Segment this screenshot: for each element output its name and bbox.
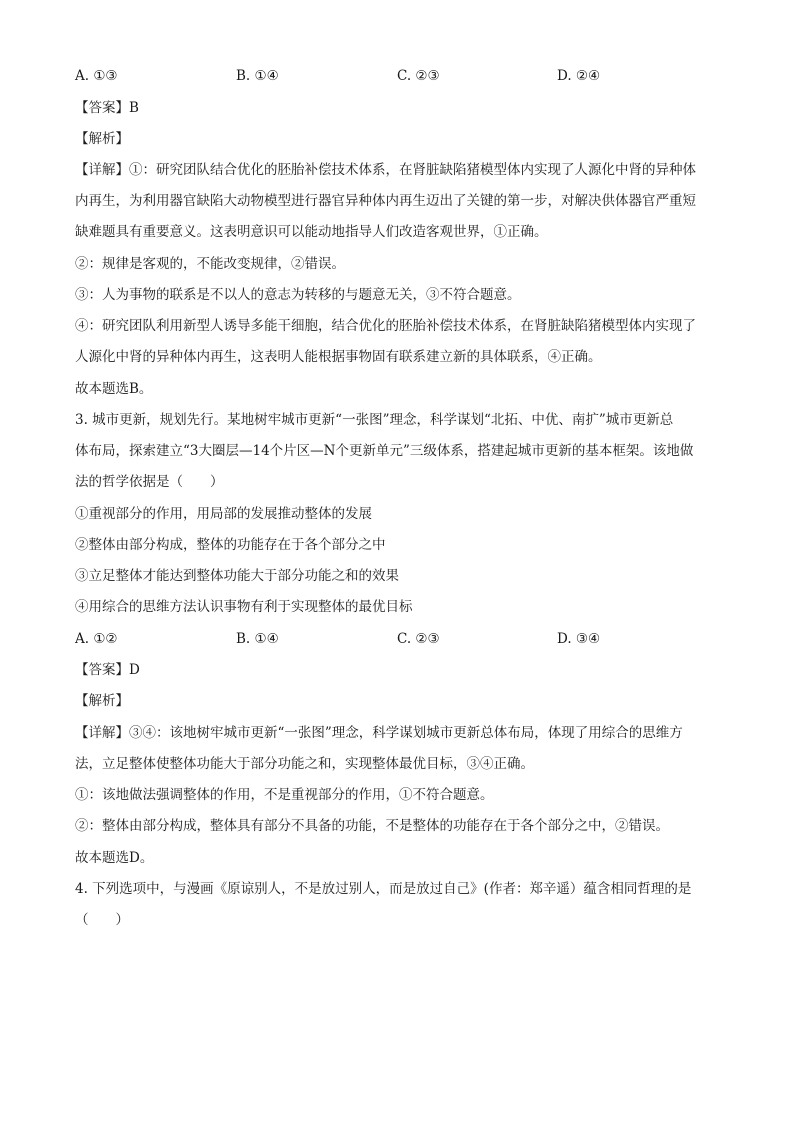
q3-statement: ④用综合的思维方法认识事物有利于实现整体的最优目标	[75, 599, 413, 615]
q3-detail-line: ②：整体由部分构成，整体具有部分不具备的功能，不是整体的功能存在于各个部分之中，②错误。	[75, 818, 669, 834]
q3-stem-line: 体布局，探索建立“3大圈层—14个片区—N个更新单元”三级体系，搭建起城市更新的基本框架。该地做	[75, 443, 694, 459]
q3-statement: ③立足整体才能达到整体功能大于部分功能之和的效果	[75, 568, 399, 584]
q2-detail-line: 【详解】①：研究团队结合优化的胚胎补偿技术体系，在肾脏缺陷猪模型体内实现了人源化中肾的异种体	[75, 162, 696, 178]
q3-detail-line: 法，立足整体使整体功能大于部分功能之和，实现整体最优目标，③④正确。	[75, 756, 534, 772]
q3-detail-line: 故本题选D。	[75, 850, 154, 866]
q3-statement: ①重视部分的作用，用局部的发展推动整体的发展	[75, 506, 372, 522]
q2-option-a: A. ①③	[75, 68, 118, 84]
q3-statement: ②整体由部分构成，整体的功能存在于各个部分之中	[75, 537, 386, 553]
q2-detail-line: 缺难题具有重要意义。这表明意识可以能动地指导人们改造客观世界，①正确。	[75, 224, 548, 240]
q3-detail-line: 【详解】③④：该地树牢城市更新“一张图”理念，科学谋划城市更新总体布局，体现了用综合的思维方	[75, 725, 683, 741]
q3-stem-line: 3. 城市更新，规划先行。某地树牢城市更新“一张图”理念，科学谋划“北拓、中优、南扩”城市更新总	[75, 412, 674, 428]
q3-answer: 【答案】D	[75, 662, 140, 678]
q4-stem-line: 4. 下列选项中，与漫画《原谅别人，不是放过别人，而是放过自己》(作者：郑辛遥）蕴含相同哲理的是	[75, 881, 692, 897]
q2-detail-line: 内再生，为利用器官缺陷大动物模型进行器官异种体内再生迈出了关键的第一步，对解决供体器官严重短	[75, 193, 696, 209]
q2-option-c: C. ②③	[397, 68, 440, 84]
q2-detail-line: 人源化中肾的异种体内再生，这表明人能根据事物固有联系建立新的具体联系，④正确。	[75, 349, 602, 365]
q3-detail-line: ①：该地做法强调整体的作用，不是重视部分的作用，①不符合题意。	[75, 787, 494, 803]
q3-analysis-label: 【解析】	[75, 693, 129, 709]
q3-stem-line: 法的哲学依据是（ ）	[75, 474, 224, 490]
q3-option-c: C. ②③	[397, 631, 440, 647]
q2-option-b: B. ①④	[236, 68, 279, 84]
q3-option-b: B. ①④	[236, 631, 279, 647]
q4-stem-line: （ ）	[75, 912, 129, 928]
q2-answer: 【答案】B	[75, 100, 139, 116]
q3-option-a: A. ①②	[75, 631, 118, 647]
q2-analysis-label: 【解析】	[75, 131, 129, 147]
q2-detail-line: ③：人为事物的联系是不以人的意志为转移的与题意无关，③不符合题意。	[75, 287, 521, 303]
q2-detail-line: ②：规律是客观的，不能改变规律，②错误。	[75, 256, 345, 272]
q2-detail-line: ④：研究团队利用新型人诱导多能干细胞，结合优化的胚胎补偿技术体系，在肾脏缺陷猪模型体内实现了	[75, 318, 696, 334]
q3-option-d: D. ③④	[557, 631, 601, 647]
q2-option-d: D. ②④	[557, 68, 601, 84]
q2-detail-line: 故本题选B。	[75, 381, 153, 397]
